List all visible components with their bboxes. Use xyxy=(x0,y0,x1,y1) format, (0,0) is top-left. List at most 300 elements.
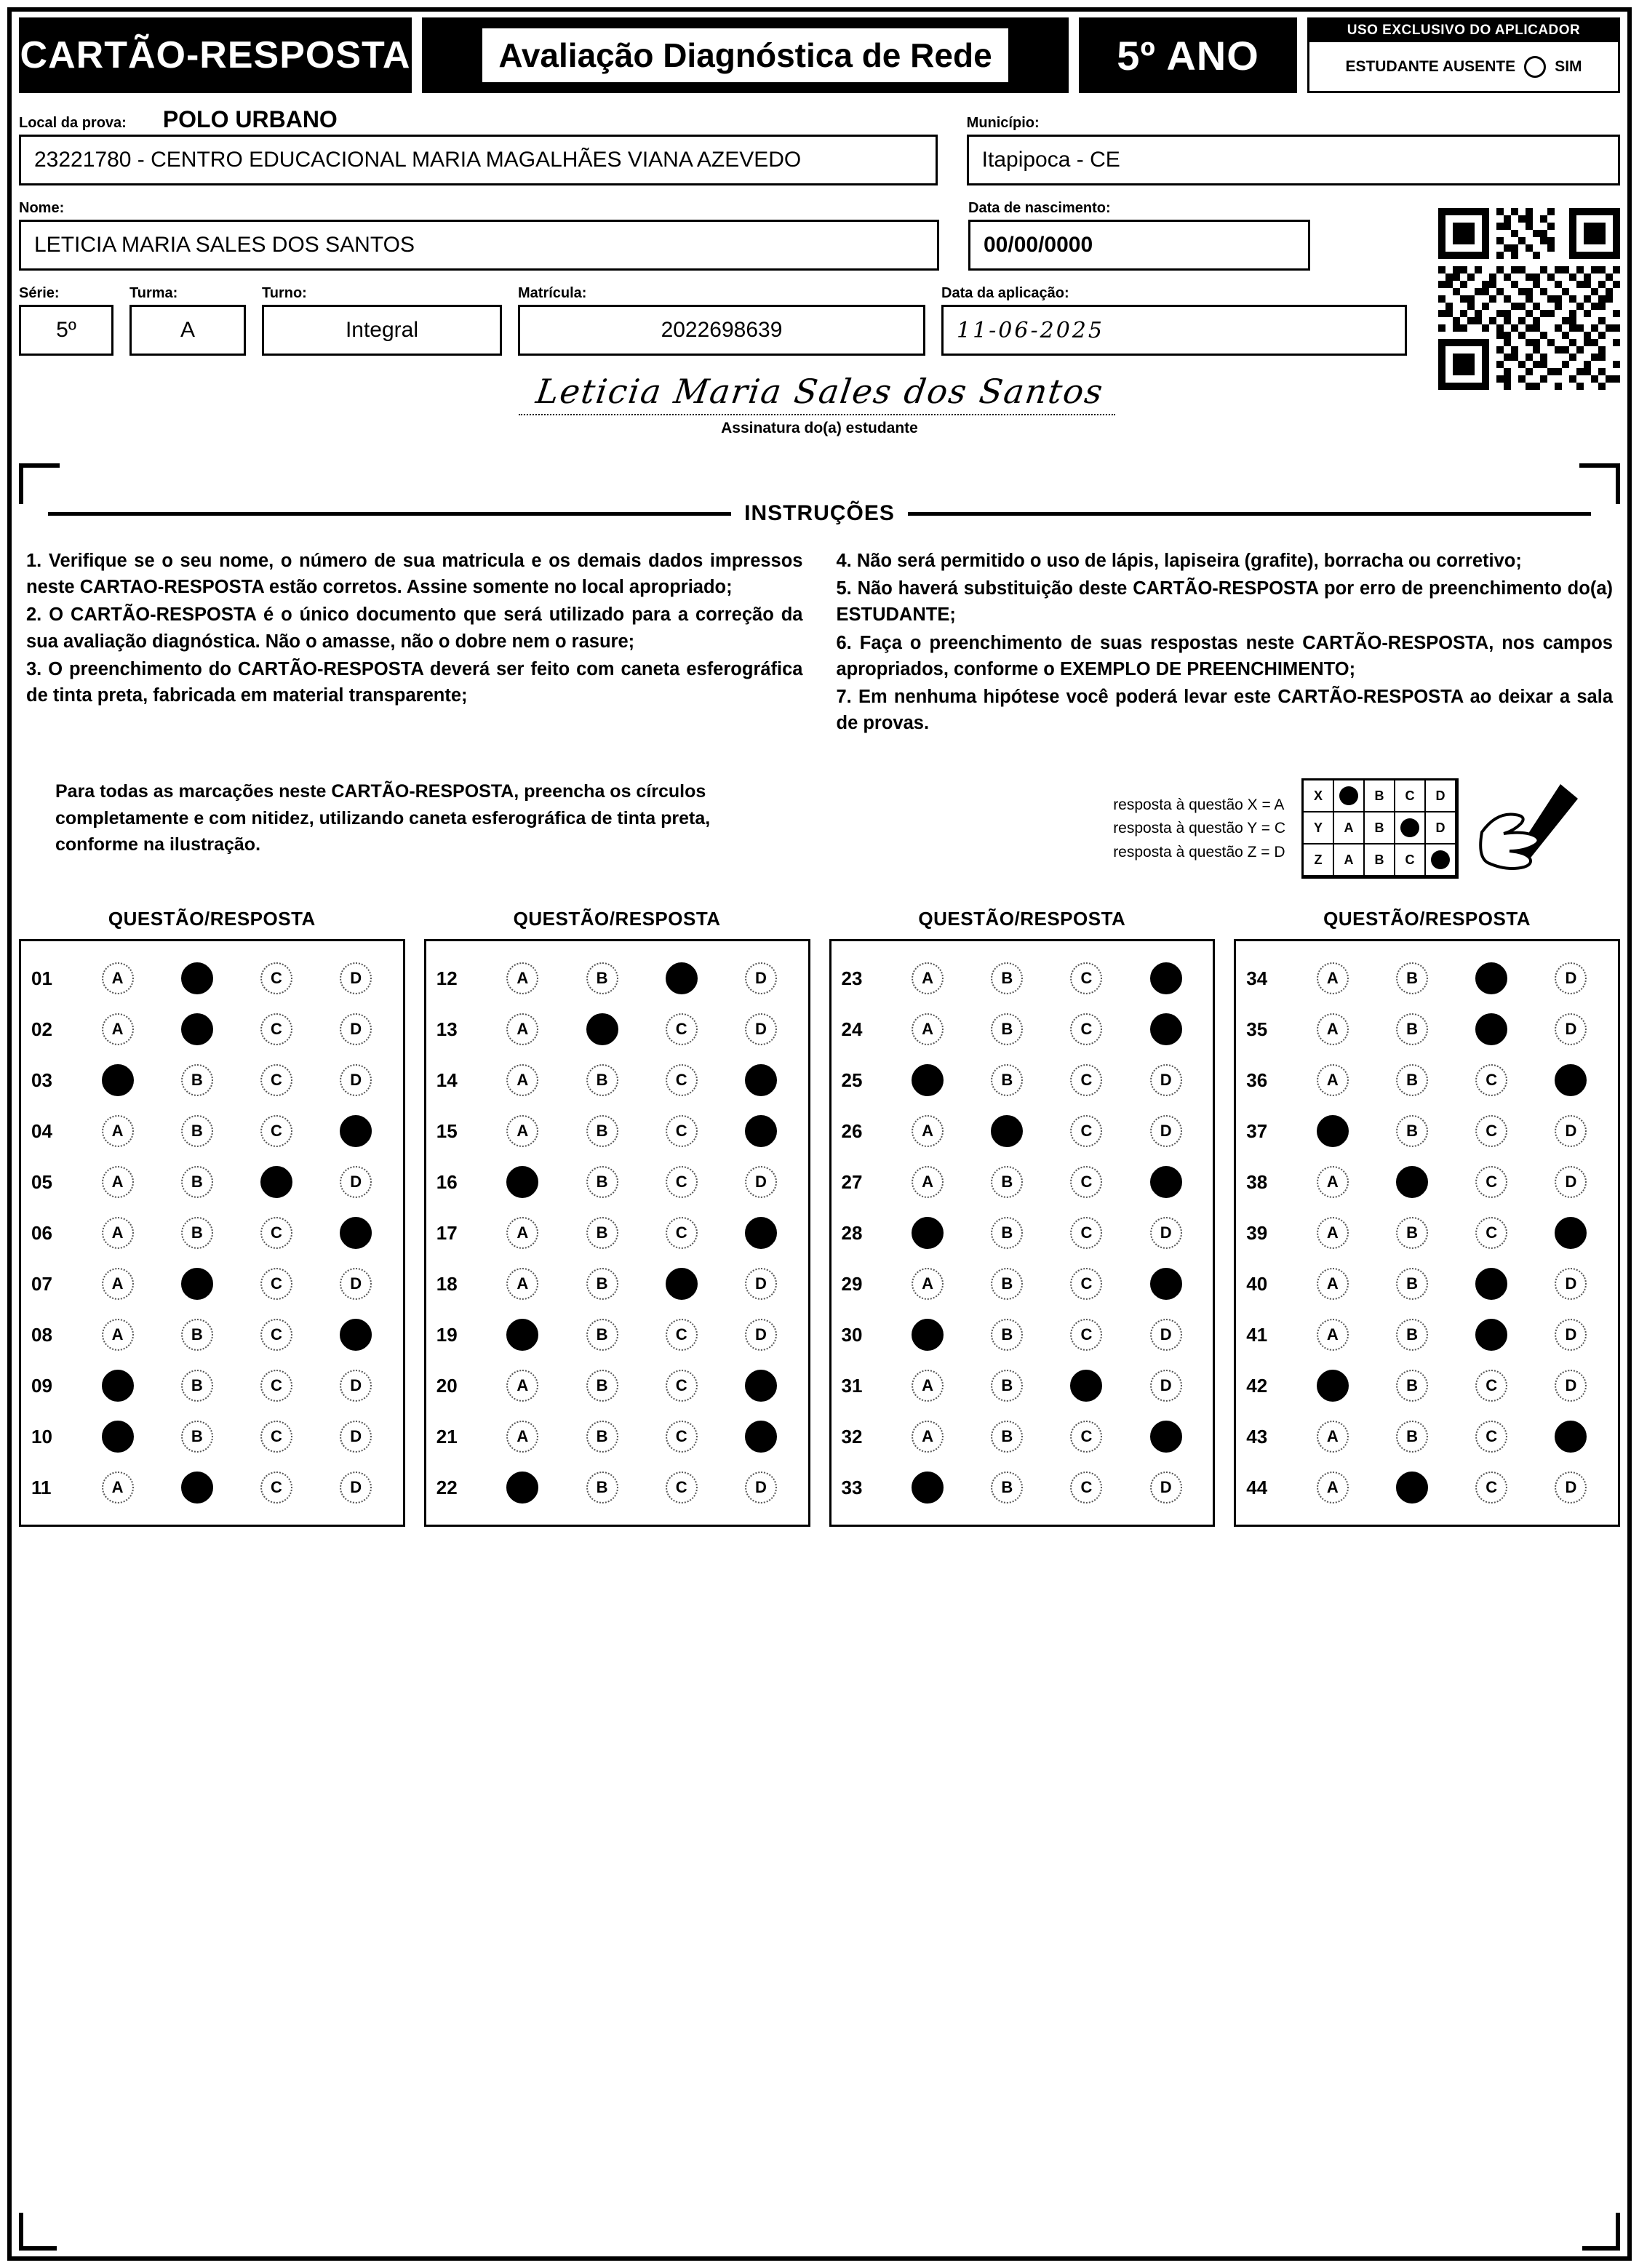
bubble-d[interactable] xyxy=(1150,1166,1182,1198)
bubble-d[interactable]: D xyxy=(745,1166,777,1198)
signature-area[interactable] xyxy=(19,372,1620,459)
data-aplicacao-value: 11-06-2025 xyxy=(957,317,1104,343)
bubble-a[interactable]: A xyxy=(102,1472,134,1504)
bubble-c[interactable]: C xyxy=(1070,1217,1102,1249)
bubble-b[interactable] xyxy=(181,962,213,994)
bubble-c[interactable] xyxy=(666,1268,698,1300)
bubble-c[interactable]: C xyxy=(666,1166,698,1198)
bubble-a[interactable]: A xyxy=(506,1421,538,1453)
example-row-label: Z xyxy=(1304,844,1334,877)
answer-row[interactable] xyxy=(436,1258,801,1309)
data-aplicacao-label: Data da aplicação: xyxy=(941,285,1069,301)
question-number: 35 xyxy=(1246,1018,1268,1040)
bubble-b[interactable]: B xyxy=(991,1013,1023,1045)
question-number: 06 xyxy=(31,1221,52,1244)
answer-row[interactable] xyxy=(31,1207,396,1258)
bubble-a[interactable]: A xyxy=(1317,1217,1349,1249)
bubble-c[interactable] xyxy=(666,962,698,994)
instruction-item: 6. Faça o preenchimento de suas respostas neste CARTÃO-RESPOSTA, nos campos apropriados, conforme o EXEMPLO DE PREENCHIMENTO; xyxy=(836,632,1613,679)
bubble-b[interactable]: B xyxy=(586,1421,618,1453)
bubble-d[interactable]: D xyxy=(340,1370,372,1402)
bubble-c[interactable]: C xyxy=(1070,1319,1102,1351)
absent-label: ESTUDANTE AUSENTE xyxy=(1345,57,1516,75)
bubble-c[interactable]: C xyxy=(1475,1217,1507,1249)
question-number: 15 xyxy=(436,1119,458,1142)
bubble-c[interactable]: C xyxy=(1475,1166,1507,1198)
bubble-c[interactable]: C xyxy=(260,1115,292,1147)
bubble-d[interactable]: D xyxy=(1150,1319,1182,1351)
answer-row[interactable] xyxy=(1246,1258,1611,1309)
question-number: 30 xyxy=(841,1323,863,1346)
bubble-b[interactable]: B xyxy=(1396,1217,1428,1249)
bubble-a[interactable]: A xyxy=(102,1217,134,1249)
bubble-b[interactable]: B xyxy=(586,1319,618,1351)
question-number: 44 xyxy=(1246,1476,1268,1498)
bubble-a[interactable]: A xyxy=(912,962,944,994)
turno-label: Turno: xyxy=(262,285,307,301)
bubble-b[interactable]: B xyxy=(181,1064,213,1096)
turma-field[interactable] xyxy=(129,305,246,356)
instruction-item: 1. Verifique se o seu nome, o número de sua matricula e os demais dados impressos neste CARTAO-RESPOSTA estão corretos. Assine somente no local apropriado; xyxy=(26,551,803,598)
nascimento-value: 00/00/0000 xyxy=(984,233,1093,257)
answer-row[interactable] xyxy=(842,1157,1206,1207)
question-number: 34 xyxy=(1246,967,1268,989)
bubble-d[interactable]: D xyxy=(745,1472,777,1504)
answer-row[interactable] xyxy=(1246,1004,1611,1055)
question-number: 38 xyxy=(1246,1170,1268,1193)
matricula-field[interactable] xyxy=(518,305,925,356)
bubble-b[interactable]: B xyxy=(991,1268,1023,1300)
bubble-d[interactable] xyxy=(1555,1064,1587,1096)
bubble-a[interactable]: A xyxy=(506,1268,538,1300)
bubble-b[interactable] xyxy=(1396,1472,1428,1504)
bubble-a[interactable]: A xyxy=(1317,1472,1349,1504)
bubble-d[interactable]: D xyxy=(1150,1472,1182,1504)
question-number: 23 xyxy=(841,967,863,989)
bubble-b[interactable]: B xyxy=(586,1064,618,1096)
bubble-a[interactable]: A xyxy=(506,1217,538,1249)
bubble-c[interactable]: C xyxy=(260,1370,292,1402)
serie-value: 5º xyxy=(56,318,76,342)
bubble-d[interactable] xyxy=(1150,962,1182,994)
bubble-c[interactable]: C xyxy=(666,1370,698,1402)
bubble-c[interactable] xyxy=(1475,1013,1507,1045)
bubble-a[interactable] xyxy=(102,1064,134,1096)
bubble-d[interactable] xyxy=(1555,1217,1587,1249)
answer-column-1 xyxy=(19,908,405,1527)
bubble-d[interactable]: D xyxy=(745,1319,777,1351)
bubble-d[interactable]: D xyxy=(340,1013,372,1045)
answer-row[interactable] xyxy=(842,1258,1206,1309)
answer-row[interactable] xyxy=(842,953,1206,1004)
bubble-a[interactable]: A xyxy=(1317,1166,1349,1198)
question-number: 14 xyxy=(436,1069,458,1091)
bubble-b[interactable]: B xyxy=(181,1421,213,1453)
bubble-d[interactable]: D xyxy=(340,1064,372,1096)
answer-grid xyxy=(19,908,1620,1527)
question-number: 07 xyxy=(31,1272,52,1295)
question-number: 39 xyxy=(1246,1221,1268,1244)
bubble-b[interactable]: B xyxy=(991,1166,1023,1198)
bubble-b[interactable]: B xyxy=(991,1472,1023,1504)
bubble-d[interactable] xyxy=(340,1217,372,1249)
bubble-d[interactable]: D xyxy=(1555,1370,1587,1402)
bubble-b[interactable]: B xyxy=(586,1115,618,1147)
bubble-d[interactable]: D xyxy=(1555,1166,1587,1198)
bubble-a[interactable]: A xyxy=(1317,1421,1349,1453)
turno-value: Integral xyxy=(345,318,419,342)
bubble-c[interactable]: C xyxy=(666,1319,698,1351)
example-bubble: D xyxy=(1426,812,1456,844)
bubble-a[interactable]: A xyxy=(912,1370,944,1402)
answer-row[interactable] xyxy=(436,1462,801,1513)
bubble-d[interactable]: D xyxy=(340,962,372,994)
bubble-b[interactable]: B xyxy=(1396,1319,1428,1351)
fill-note: Para todas as marcações neste CARTÃO-RESPOSTA, preencha os círculos completamente e com nitidez, utilizando caneta esferográfica de tinta preta, conforme na ilustração. xyxy=(55,781,711,855)
answer-row[interactable] xyxy=(31,1157,396,1207)
local-value: POLO URBANO xyxy=(162,106,338,132)
absent-option-label: SIM xyxy=(1555,57,1582,75)
answer-row[interactable] xyxy=(842,1207,1206,1258)
answer-column-header: QUESTÃO/RESPOSTA xyxy=(1323,908,1531,930)
bubble-b[interactable]: B xyxy=(991,1421,1023,1453)
instructions-rule-right xyxy=(908,512,1591,516)
answer-row[interactable] xyxy=(842,1360,1206,1411)
bubble-d[interactable]: D xyxy=(745,1013,777,1045)
question-number: 19 xyxy=(436,1323,458,1346)
bubble-c[interactable]: C xyxy=(1475,1472,1507,1504)
absent-bubble[interactable] xyxy=(1524,56,1546,78)
answer-row[interactable] xyxy=(1246,1462,1611,1513)
bubble-b[interactable] xyxy=(586,1013,618,1045)
bubble-b[interactable]: B xyxy=(1396,962,1428,994)
matricula-label: Matrícula: xyxy=(518,285,587,301)
answer-column-header: QUESTÃO/RESPOSTA xyxy=(108,908,316,930)
bubble-b[interactable]: B xyxy=(586,1217,618,1249)
answer-row[interactable] xyxy=(436,1004,801,1055)
bubble-a[interactable]: A xyxy=(1317,1013,1349,1045)
bubble-b[interactable]: B xyxy=(991,962,1023,994)
example-grid xyxy=(1301,778,1459,879)
bubble-a[interactable]: A xyxy=(1317,1064,1349,1096)
bubble-c[interactable]: C xyxy=(260,1268,292,1300)
bubble-d[interactable]: D xyxy=(1555,962,1587,994)
answer-row[interactable] xyxy=(436,953,801,1004)
question-number: 18 xyxy=(436,1272,458,1295)
bubble-c[interactable]: C xyxy=(666,1064,698,1096)
bubble-c[interactable] xyxy=(1475,1319,1507,1351)
bubble-c[interactable]: C xyxy=(1070,1268,1102,1300)
question-number: 08 xyxy=(31,1323,52,1346)
bubble-a[interactable]: A xyxy=(506,1064,538,1096)
bubble-c[interactable]: C xyxy=(1070,962,1102,994)
bubble-c[interactable]: C xyxy=(1475,1421,1507,1453)
answer-row[interactable] xyxy=(436,1207,801,1258)
bubble-a[interactable]: A xyxy=(102,1115,134,1147)
answer-row[interactable] xyxy=(842,1462,1206,1513)
bubble-c[interactable]: C xyxy=(666,1013,698,1045)
bubble-b[interactable] xyxy=(991,1115,1023,1147)
example-bubble: A xyxy=(1334,844,1365,877)
bubble-a[interactable]: A xyxy=(912,1421,944,1453)
bubble-d[interactable]: D xyxy=(340,1472,372,1504)
answer-row[interactable] xyxy=(436,1157,801,1207)
instruction-item: 7. Em nenhuma hipótese você poderá levar este CARTÃO-RESPOSTA ao deixar a sala de provas. xyxy=(836,687,1613,734)
bubble-d[interactable] xyxy=(340,1319,372,1351)
bubble-c[interactable]: C xyxy=(1070,1064,1102,1096)
answer-row[interactable] xyxy=(842,1106,1206,1157)
bubble-c[interactable]: C xyxy=(666,1115,698,1147)
question-number: 28 xyxy=(841,1221,863,1244)
bubble-c[interactable]: C xyxy=(260,1472,292,1504)
answer-column-header: QUESTÃO/RESPOSTA xyxy=(918,908,1126,930)
bubble-c[interactable]: C xyxy=(1070,1013,1102,1045)
exam-title-wrapper xyxy=(422,17,1069,93)
answer-row[interactable] xyxy=(436,1411,801,1462)
bubble-c[interactable]: C xyxy=(666,1421,698,1453)
bubble-d[interactable] xyxy=(1555,1421,1587,1453)
bubble-b[interactable]: B xyxy=(181,1370,213,1402)
bubble-c[interactable] xyxy=(1475,962,1507,994)
bubble-d[interactable] xyxy=(340,1115,372,1147)
bubble-d[interactable]: D xyxy=(340,1166,372,1198)
bubble-d[interactable] xyxy=(1150,1421,1182,1453)
bubble-a[interactable] xyxy=(1317,1115,1349,1147)
bubble-b[interactable]: B xyxy=(1396,1421,1428,1453)
bubble-c[interactable]: C xyxy=(260,962,292,994)
bubble-c[interactable]: C xyxy=(1070,1115,1102,1147)
municipio-value: Itapipoca - CE xyxy=(981,148,1120,172)
example-bubble: D xyxy=(1426,780,1456,812)
bubble-c[interactable]: C xyxy=(260,1319,292,1351)
answer-row[interactable] xyxy=(842,1309,1206,1360)
answer-row[interactable] xyxy=(436,1055,801,1106)
answer-row[interactable] xyxy=(1246,1360,1611,1411)
bubble-d[interactable]: D xyxy=(745,1268,777,1300)
bubble-a[interactable]: A xyxy=(912,1166,944,1198)
bubble-b[interactable]: B xyxy=(586,1268,618,1300)
bubble-b[interactable]: B xyxy=(586,1370,618,1402)
bubble-a[interactable]: A xyxy=(102,1319,134,1351)
grade-badge: 5º ANO xyxy=(1079,17,1297,93)
bubble-d[interactable] xyxy=(745,1421,777,1453)
example-legend-line: resposta à questão X = A xyxy=(1113,796,1285,813)
bubble-b[interactable]: B xyxy=(1396,1115,1428,1147)
bubble-d[interactable] xyxy=(745,1217,777,1249)
bubble-d[interactable]: D xyxy=(1555,1115,1587,1147)
bubble-a[interactable]: A xyxy=(102,1268,134,1300)
question-number: 02 xyxy=(31,1018,52,1040)
bubble-a[interactable]: A xyxy=(1317,1319,1349,1351)
example-bubble-filled xyxy=(1426,844,1456,877)
answer-row[interactable] xyxy=(1246,1207,1611,1258)
answer-row[interactable] xyxy=(842,1004,1206,1055)
question-number: 40 xyxy=(1246,1272,1268,1295)
answer-column-3 xyxy=(829,908,1216,1527)
bubble-a[interactable] xyxy=(506,1319,538,1351)
answer-row[interactable] xyxy=(31,1411,396,1462)
example-bubble-filled xyxy=(1395,812,1426,844)
answer-row[interactable] xyxy=(436,1360,801,1411)
bubble-d[interactable] xyxy=(745,1370,777,1402)
answer-column-4 xyxy=(1234,908,1620,1527)
bubble-c[interactable] xyxy=(260,1166,292,1198)
bubble-c[interactable]: C xyxy=(666,1472,698,1504)
bubble-a[interactable]: A xyxy=(1317,962,1349,994)
bubble-b[interactable]: B xyxy=(1396,1064,1428,1096)
bubble-c[interactable] xyxy=(1475,1268,1507,1300)
bubble-a[interactable]: A xyxy=(912,1268,944,1300)
instruction-item: 2. O CARTÃO-RESPOSTA é o único documento que será utilizado para a correção da sua avaliação diagnóstica. Não o amasse, não o dobre nem o rasure; xyxy=(26,604,803,652)
bubble-d[interactable] xyxy=(745,1064,777,1096)
answer-row[interactable] xyxy=(31,1004,396,1055)
answer-row[interactable] xyxy=(31,953,396,1004)
bubble-b[interactable] xyxy=(181,1472,213,1504)
bubble-a[interactable] xyxy=(102,1421,134,1453)
answer-row[interactable] xyxy=(1246,1106,1611,1157)
bubble-a[interactable]: A xyxy=(1317,1268,1349,1300)
bubble-c[interactable]: C xyxy=(1475,1064,1507,1096)
question-number: 25 xyxy=(841,1069,863,1091)
bubble-d[interactable] xyxy=(1150,1268,1182,1300)
bubble-a[interactable]: A xyxy=(912,1013,944,1045)
example-row-label: X xyxy=(1304,780,1334,812)
bubble-b[interactable]: B xyxy=(1396,1013,1428,1045)
school-field[interactable] xyxy=(19,135,938,185)
data-aplicacao-field[interactable] xyxy=(941,305,1407,356)
nome-field[interactable] xyxy=(19,220,939,271)
bubble-b[interactable]: B xyxy=(991,1064,1023,1096)
answer-row[interactable] xyxy=(842,1411,1206,1462)
bubble-a[interactable] xyxy=(912,1472,944,1504)
exam-title: Avaliação Diagnóstica de Rede xyxy=(482,28,1008,82)
bubble-a[interactable] xyxy=(506,1166,538,1198)
bubble-a[interactable]: A xyxy=(102,962,134,994)
question-number: 11 xyxy=(31,1476,52,1498)
municipio-label: Município: xyxy=(966,115,1040,131)
bubble-a[interactable] xyxy=(102,1370,134,1402)
question-number: 37 xyxy=(1246,1119,1268,1142)
bubble-a[interactable]: A xyxy=(102,1166,134,1198)
bubble-d[interactable] xyxy=(745,1115,777,1147)
bubble-a[interactable]: A xyxy=(912,1115,944,1147)
bubble-b[interactable] xyxy=(1396,1166,1428,1198)
nascimento-label: Data de nascimento: xyxy=(968,200,1111,216)
bubble-d[interactable]: D xyxy=(1555,1268,1587,1300)
bubble-b[interactable]: B xyxy=(991,1319,1023,1351)
bubble-a[interactable] xyxy=(912,1217,944,1249)
answer-row[interactable] xyxy=(31,1258,396,1309)
bubble-c[interactable]: C xyxy=(1070,1166,1102,1198)
qr-code xyxy=(1438,208,1620,390)
school-value: 23221780 - CENTRO EDUCACIONAL MARIA MAGALHÃES VIANA AZEVEDO xyxy=(34,148,802,172)
serie-field[interactable] xyxy=(19,305,113,356)
bubble-c[interactable]: C xyxy=(260,1421,292,1453)
answer-column-2 xyxy=(424,908,810,1527)
bubble-c[interactable]: C xyxy=(260,1064,292,1096)
bubble-d[interactable]: D xyxy=(1150,1217,1182,1249)
question-number: 29 xyxy=(841,1272,863,1295)
bubble-d[interactable]: D xyxy=(1555,1319,1587,1351)
answer-row[interactable] xyxy=(1246,1309,1611,1360)
bubble-b[interactable]: B xyxy=(1396,1268,1428,1300)
bubble-b[interactable]: B xyxy=(181,1166,213,1198)
bubble-a[interactable] xyxy=(912,1319,944,1351)
bubble-d[interactable]: D xyxy=(1150,1064,1182,1096)
bubble-b[interactable]: B xyxy=(991,1370,1023,1402)
nome-label: Nome: xyxy=(19,200,65,216)
bubble-d[interactable]: D xyxy=(1150,1370,1182,1402)
bubble-a[interactable]: A xyxy=(506,1370,538,1402)
bubble-c[interactable]: C xyxy=(1475,1370,1507,1402)
municipio-field[interactable] xyxy=(967,135,1620,185)
bubble-d[interactable]: D xyxy=(340,1268,372,1300)
turno-field[interactable] xyxy=(262,305,502,356)
bubble-c[interactable]: C xyxy=(1070,1472,1102,1504)
answer-row[interactable] xyxy=(31,1462,396,1513)
bubble-c[interactable]: C xyxy=(1070,1421,1102,1453)
bubble-a[interactable] xyxy=(506,1472,538,1504)
bubble-b[interactable] xyxy=(181,1268,213,1300)
question-number: 27 xyxy=(841,1170,863,1193)
bubble-d[interactable]: D xyxy=(1555,1013,1587,1045)
bubble-a[interactable]: A xyxy=(102,1013,134,1045)
bubble-c[interactable]: C xyxy=(666,1217,698,1249)
bubble-d[interactable]: D xyxy=(1150,1115,1182,1147)
answer-row[interactable] xyxy=(1246,953,1611,1004)
answer-row[interactable] xyxy=(31,1309,396,1360)
bubble-b[interactable]: B xyxy=(586,962,618,994)
question-number: 01 xyxy=(31,967,52,989)
answer-row[interactable] xyxy=(1246,1411,1611,1462)
bubble-b[interactable]: B xyxy=(586,1472,618,1504)
bubble-c[interactable]: C xyxy=(260,1013,292,1045)
answer-row[interactable] xyxy=(31,1360,396,1411)
bubble-c[interactable]: C xyxy=(1475,1115,1507,1147)
bubble-d[interactable]: D xyxy=(340,1421,372,1453)
bubble-a[interactable] xyxy=(1317,1370,1349,1402)
question-number: 26 xyxy=(841,1119,863,1142)
bubble-d[interactable]: D xyxy=(1555,1472,1587,1504)
instructions-column-left xyxy=(26,548,803,738)
bubble-a[interactable]: A xyxy=(506,1115,538,1147)
bubble-b[interactable] xyxy=(181,1013,213,1045)
applicator-box xyxy=(1307,17,1620,93)
answer-row[interactable] xyxy=(436,1309,801,1360)
answer-row[interactable] xyxy=(1246,1157,1611,1207)
nascimento-field[interactable] xyxy=(968,220,1310,271)
bubble-b[interactable]: B xyxy=(1396,1370,1428,1402)
bubble-a[interactable]: A xyxy=(506,1013,538,1045)
example-legend-line: resposta à questão Y = C xyxy=(1113,820,1285,837)
bubble-b[interactable]: B xyxy=(586,1166,618,1198)
bubble-b[interactable]: B xyxy=(181,1319,213,1351)
bubble-a[interactable]: A xyxy=(506,962,538,994)
bubble-b[interactable]: B xyxy=(181,1115,213,1147)
bubble-c[interactable]: C xyxy=(260,1217,292,1249)
bubble-d[interactable] xyxy=(1150,1013,1182,1045)
answer-row[interactable] xyxy=(842,1055,1206,1106)
answer-row[interactable] xyxy=(436,1106,801,1157)
bubble-b[interactable]: B xyxy=(181,1217,213,1249)
bubble-d[interactable]: D xyxy=(745,962,777,994)
bubble-c[interactable] xyxy=(1070,1370,1102,1402)
bubble-a[interactable] xyxy=(912,1064,944,1096)
bubble-b[interactable]: B xyxy=(991,1217,1023,1249)
answer-row[interactable] xyxy=(31,1106,396,1157)
answer-row[interactable] xyxy=(31,1055,396,1106)
answer-row[interactable] xyxy=(1246,1055,1611,1106)
